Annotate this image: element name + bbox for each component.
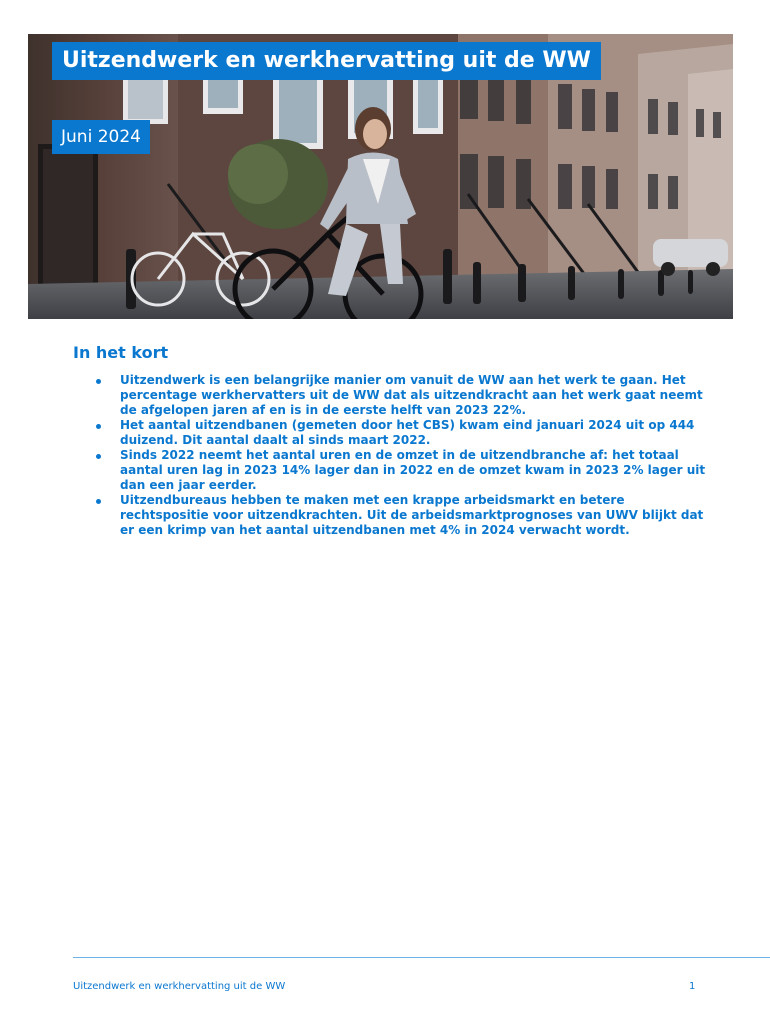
summary-bullet xyxy=(92,493,712,538)
bullet-dot-icon xyxy=(96,424,101,429)
summary-bullet-text: Het aantal uitzendbanen (gemeten door het CBS) kwam eind januari 2024 uit op 444 duizend. Dit aantal daalt al sinds maart 2022. xyxy=(120,418,695,447)
summary-bullet xyxy=(92,448,712,493)
footer-document-title: Uitzendwerk en werkhervatting uit de WW xyxy=(73,981,286,992)
summary-heading: In het kort xyxy=(73,343,169,362)
footer-divider xyxy=(73,957,770,958)
bullet-dot-icon xyxy=(96,454,101,459)
bullet-dot-icon xyxy=(96,379,101,384)
summary-bullet-text: Uitzendbureaus hebben te maken met een krappe arbeidsmarkt en betere rechtspositie voor uitzendkrachten. Uit de arbeidsmarktprognoses van UWV blijkt dat er een krimp van het aantal uitzendbanen met 4% in 2024 verwacht wordt. xyxy=(120,493,704,537)
summary-bullet xyxy=(92,418,712,448)
summary-bullet-text: Uitzendwerk is een belangrijke manier om vanuit de WW aan het werk te gaan. Het percentage werkhervatters uit de WW dat als uitzendkracht aan het werk gaat neemt de afgelopen jaren af en is in de eerste helft van 2023 22%. xyxy=(120,373,703,417)
footer-page-number: 1 xyxy=(689,981,696,992)
report-title: Uitzendwerk en werkhervatting uit de WW xyxy=(52,42,601,80)
summary-bullet xyxy=(92,373,712,418)
summary-bullet-text: Sinds 2022 neemt het aantal uren en de omzet in de uitzendbranche af: het totaal aantal uren lag in 2023 14% lager dan in 2022 en de omzet kwam in 2023 2% lager uit dan een jaar eerder. xyxy=(120,448,706,492)
bullet-dot-icon xyxy=(96,499,101,504)
summary-bullet-list xyxy=(92,373,712,538)
report-date: Juni 2024 xyxy=(52,120,150,154)
